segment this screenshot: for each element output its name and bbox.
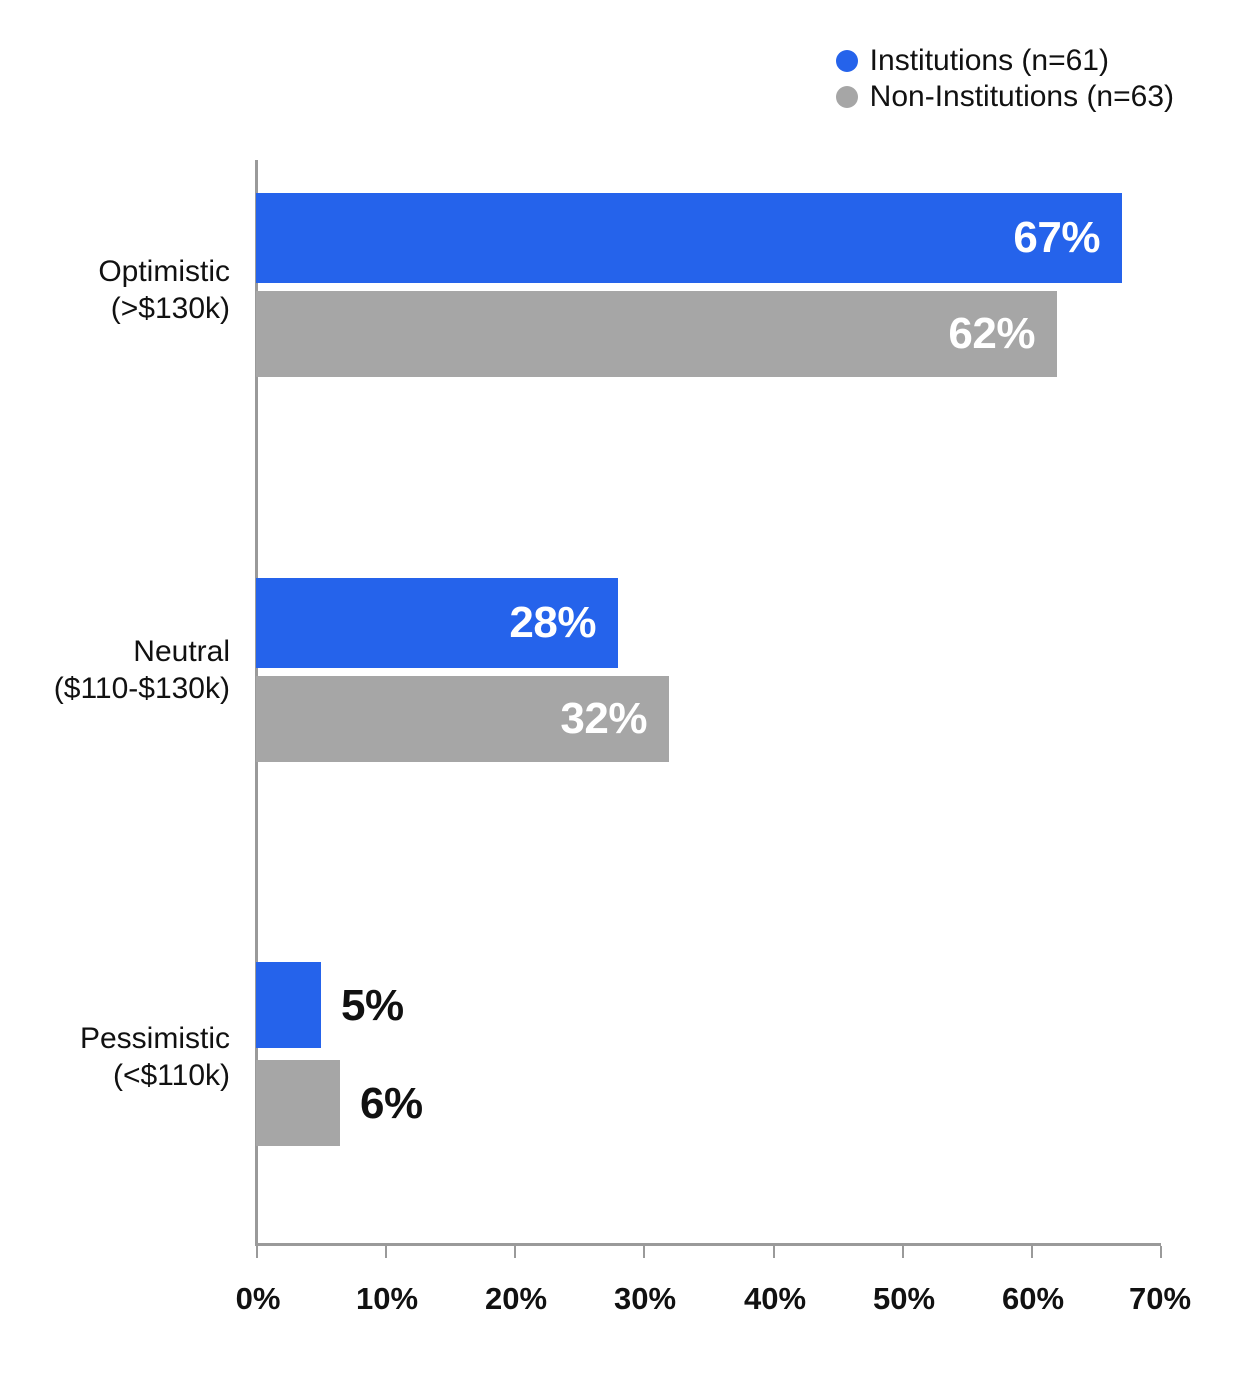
legend-label-non-institutions: Non-Institutions (n=63) xyxy=(869,80,1174,113)
legend-label-institutions: Institutions (n=61) xyxy=(869,44,1109,77)
category-label-optimistic xyxy=(98,254,230,327)
x-axis-tick xyxy=(385,1246,387,1258)
bar-value-label: 62% xyxy=(948,309,1035,358)
bar-value-label: 28% xyxy=(509,598,596,647)
x-axis-tick-label: 0% xyxy=(235,1281,281,1316)
x-axis-line xyxy=(255,1243,1161,1246)
bar-neutral-non-institutions xyxy=(256,676,669,762)
x-axis-tick-label: 20% xyxy=(484,1281,548,1316)
x-axis-tick xyxy=(256,1246,258,1258)
x-axis-tick xyxy=(1160,1246,1162,1258)
x-axis-tick xyxy=(773,1246,775,1258)
category-range: (>$130k) xyxy=(110,291,230,325)
x-axis-tick xyxy=(902,1246,904,1258)
bar-optimistic-non-institutions xyxy=(256,291,1057,377)
bar-value-label: 67% xyxy=(1013,213,1100,262)
bar-neutral-institutions xyxy=(256,578,618,668)
x-axis-tick-label: 70% xyxy=(1128,1281,1192,1316)
x-axis-tick-label: 40% xyxy=(743,1281,807,1316)
x-axis-tick xyxy=(643,1246,645,1258)
x-axis-tick-label: 30% xyxy=(613,1281,677,1316)
x-axis-tick-label: 60% xyxy=(1001,1281,1065,1316)
category-name: Optimistic xyxy=(98,255,230,288)
x-axis-tick-label: 50% xyxy=(872,1281,936,1316)
category-label-neutral xyxy=(54,634,230,707)
bar-pessimistic-institutions xyxy=(256,962,321,1048)
category-range: ($110-$130k) xyxy=(53,671,230,705)
x-axis-tick xyxy=(1031,1246,1033,1258)
category-label-pessimistic xyxy=(80,1021,230,1094)
category-range: (<$110k) xyxy=(112,1058,230,1092)
bar-optimistic-institutions xyxy=(256,193,1122,283)
category-name: Pessimistic xyxy=(79,1022,230,1055)
bar-value-label: 32% xyxy=(560,694,647,743)
category-name: Neutral xyxy=(133,635,230,668)
x-axis-tick-label: 10% xyxy=(355,1281,419,1316)
bar-pessimistic-non-institutions xyxy=(256,1060,340,1146)
x-axis-tick xyxy=(514,1246,516,1258)
bar-value-label: 5% xyxy=(341,981,404,1030)
bar-value-label: 6% xyxy=(360,1079,423,1128)
